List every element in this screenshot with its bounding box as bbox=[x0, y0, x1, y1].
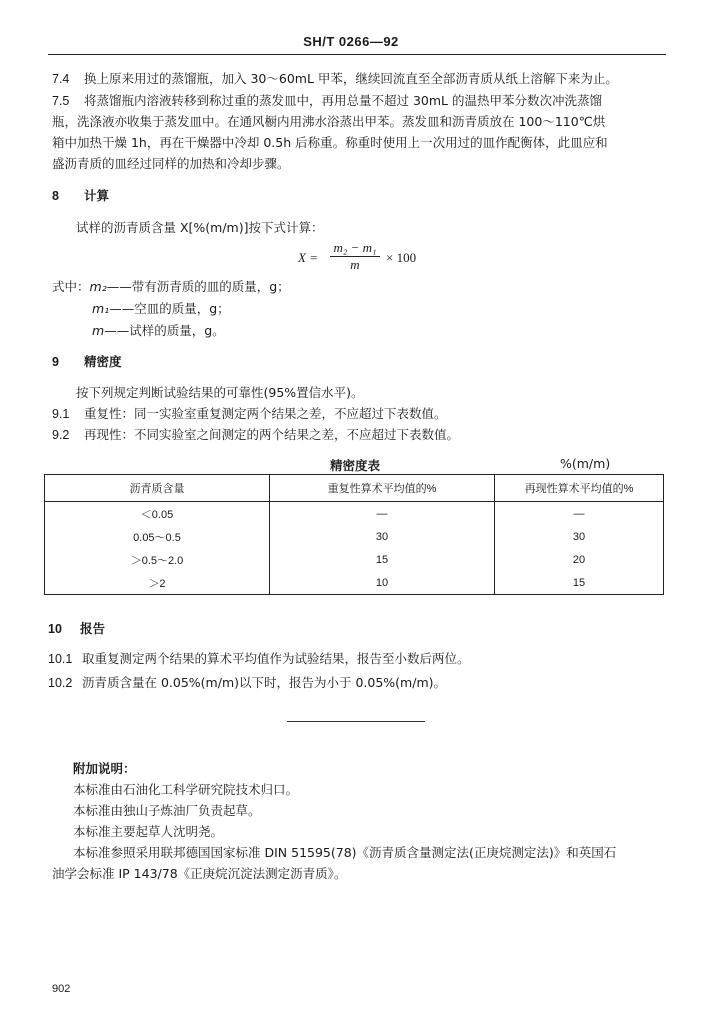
table-unit: %(m/m) bbox=[560, 456, 611, 471]
table-header-row bbox=[45, 475, 664, 502]
clause-7-5-line2: 瓶，洗涤液亦收集于蒸发皿中。在通风橱内用沸水浴蒸出甲苯。蒸发皿和沥青质放在 100～110℃烘 bbox=[52, 114, 606, 129]
section-number: 9 bbox=[52, 355, 59, 369]
clause-number: 9.1 bbox=[52, 407, 70, 421]
variable-description: ——带有沥青质的皿的质量，g； bbox=[106, 279, 290, 294]
notes-line: 本标准由石油化工科学研究院技术归口。 bbox=[73, 782, 299, 797]
clause-9-1 bbox=[52, 406, 447, 422]
section-number: 10 bbox=[48, 622, 62, 636]
table-row bbox=[45, 525, 664, 548]
variable-m bbox=[92, 323, 225, 339]
clause-number: 10.2 bbox=[48, 676, 73, 690]
variable-symbol: m₂ bbox=[89, 279, 107, 294]
table-row bbox=[45, 548, 664, 571]
notes-title: 附加说明： bbox=[73, 761, 136, 776]
table-cell: 15 bbox=[270, 548, 495, 571]
notes-line: 本标准主要起草人沈明尧。 bbox=[73, 824, 224, 839]
variable-m2 bbox=[52, 279, 290, 295]
section-8-heading bbox=[52, 188, 109, 204]
table-caption: 精密度表 bbox=[330, 458, 381, 473]
notes-line: 本标准由独山子炼油厂负责起草。 bbox=[73, 803, 261, 818]
table-cell: ＞2 bbox=[45, 571, 270, 595]
table-cell: — bbox=[495, 502, 664, 526]
clause-text: 换上原来用过的蒸馏瓶，加入 30～60mL 甲苯，继续回流直至全部沥青质从纸上溶解下来为止。 bbox=[84, 71, 618, 86]
clause-text: 重复性：同一实验室重复测定两个结果之差，不应超过下表数值。 bbox=[84, 406, 447, 421]
table-cell: 0.05～0.5 bbox=[45, 525, 270, 548]
section-9-heading bbox=[52, 354, 122, 370]
column-header: 重复性算术平均值的% bbox=[270, 475, 495, 502]
section-10-heading bbox=[48, 621, 105, 637]
table-row bbox=[45, 502, 664, 526]
table-row bbox=[45, 571, 664, 595]
section-8-intro: 试样的沥青质含量 X[%(m/m)]按下式计算： bbox=[76, 220, 324, 235]
variable-symbol: m bbox=[92, 323, 105, 338]
clause-number: 7.4 bbox=[52, 72, 70, 86]
where-label: 式中： bbox=[52, 279, 90, 294]
column-header: 再现性算术平均值的% bbox=[495, 475, 664, 502]
clause-7-5-line4: 盛沥青质的皿经过同样的加热和冷却步骤。 bbox=[52, 156, 290, 171]
page-number: 902 bbox=[52, 983, 71, 995]
clause-text: 取重复测定两个结果的算术平均值作为试验结果，报告至小数后两位。 bbox=[82, 651, 470, 666]
formula-fraction bbox=[330, 240, 380, 273]
section-title: 精密度 bbox=[84, 354, 122, 369]
header-rule bbox=[48, 54, 666, 55]
table-cell: 10 bbox=[270, 571, 495, 595]
clause-text: 将蒸馏瓶内溶液转移到称过重的蒸发皿中，再用总量不超过 30mL 的温热甲苯分数次冲洗蒸馏 bbox=[84, 93, 602, 108]
table-cell: 30 bbox=[270, 525, 495, 548]
table-cell: ＜0.05 bbox=[45, 502, 270, 526]
formula-numerator: m₂ − m₁ bbox=[330, 240, 380, 257]
clause-number: 7.5 bbox=[52, 94, 70, 108]
section-9-intro: 按下列规定判断试验结果的可靠性(95%置信水平)。 bbox=[76, 385, 364, 400]
formula-lhs: X = bbox=[298, 250, 318, 265]
column-header: 沥青质含量 bbox=[45, 475, 270, 502]
section-title: 报告 bbox=[80, 621, 106, 636]
variable-description: ——空皿的质量，g； bbox=[109, 301, 230, 316]
end-divider bbox=[287, 721, 425, 722]
table-cell: — bbox=[270, 502, 495, 526]
clause-text: 再现性：不同实验室之间测定的两个结果之差，不应超过下表数值。 bbox=[84, 427, 460, 442]
clause-7-5 bbox=[52, 93, 602, 109]
standard-code-header: SH/T 0266—92 bbox=[303, 34, 399, 49]
clause-7-4 bbox=[52, 71, 618, 87]
variable-m1 bbox=[92, 301, 230, 317]
variable-description: ——试样的质量，g。 bbox=[104, 323, 225, 338]
notes-line: 油学会标准 IP 143/78《正庚烷沉淀法测定沥青质》。 bbox=[52, 866, 347, 881]
table-cell: 15 bbox=[495, 571, 664, 595]
table-cell: 30 bbox=[495, 525, 664, 548]
clause-number: 10.1 bbox=[48, 652, 73, 666]
formula-multiplier: × 100 bbox=[386, 250, 417, 265]
clause-9-2 bbox=[52, 427, 459, 443]
clause-text: 沥青质含量在 0.05%(m/m)以下时，报告为小于 0.05%(m/m)。 bbox=[82, 675, 447, 690]
table-cell: 20 bbox=[495, 548, 664, 571]
clause-7-5-line3: 箱中加热干燥 1h，再在干燥器中冷却 0.5h 后称重。称重时使用上一次用过的皿作配衡体，此皿应和 bbox=[52, 135, 608, 150]
section-number: 8 bbox=[52, 189, 59, 203]
clause-10-1 bbox=[48, 651, 470, 667]
notes-line: 本标准参照采用联邦德国国家标准 DIN 51595(78)《沥青质含量测定法(正庚烷测定法)》和英国石 bbox=[73, 845, 617, 860]
section-title: 计算 bbox=[84, 188, 110, 203]
table-cell: ＞0.5～2.0 bbox=[45, 548, 270, 571]
variable-symbol: m₁ bbox=[92, 301, 110, 316]
clause-10-2 bbox=[48, 675, 446, 691]
formula-denominator: m bbox=[350, 257, 360, 272]
precision-table bbox=[44, 474, 664, 595]
clause-number: 9.2 bbox=[52, 428, 70, 442]
